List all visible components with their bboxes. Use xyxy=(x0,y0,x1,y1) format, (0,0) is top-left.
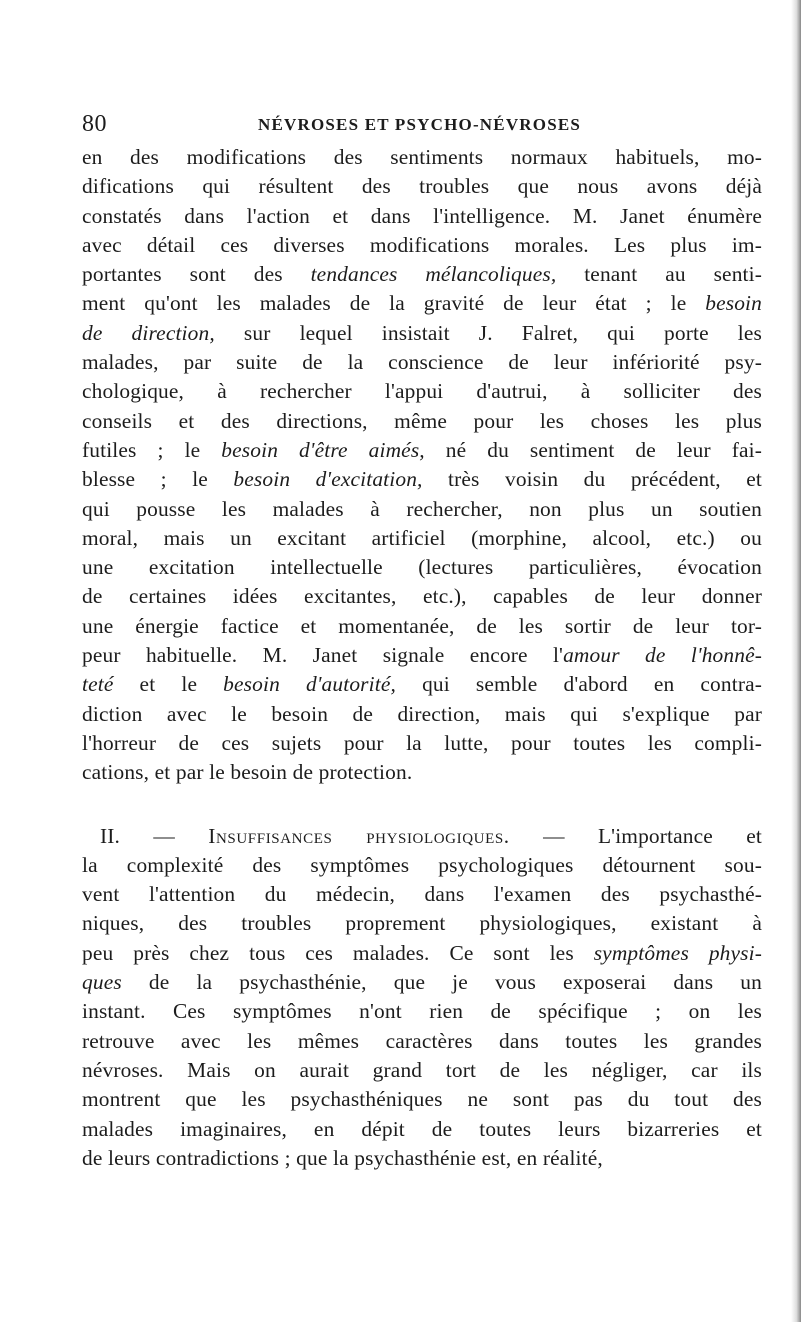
text-line: niques, des troubles proprement physiologiques, existant à xyxy=(82,911,762,936)
text-line: portantes sont des tendances mélancoliques, tenant au senti- xyxy=(82,262,763,287)
text-line: avec détail ces diverses modifications morales. Les plus im- xyxy=(82,232,762,257)
text-line: une excitation intellectuelle (lectures particulières, évocation xyxy=(82,555,762,580)
text-line: constatés dans l'action et dans l'intelligence. M. Janet énumère xyxy=(82,203,762,228)
text-line: difications qui résultent des troubles que nous avons déjà xyxy=(82,174,762,199)
text-line: de certaines idées excitantes, etc.), capables de leur donner xyxy=(82,584,762,609)
text-line: qui pousse les malades à rechercher, non plus un soutien xyxy=(82,496,762,521)
text-line: vent l'attention du médecin, dans l'examen des psychasthé- xyxy=(82,882,762,907)
italic-phrase: besoin d'autorité, xyxy=(223,672,396,697)
paragraph-gap xyxy=(82,788,762,822)
section-heading: Insuffisances physiologiques. xyxy=(208,823,510,848)
text-line: névroses. Mais on aurait grand tort de les négliger, car ils xyxy=(82,1057,762,1082)
italic-phrase: besoin d'excitation, xyxy=(233,467,423,492)
text-line: montrent que les psychasthéniques ne sont pas du tout des xyxy=(82,1087,762,1112)
page-number: 80 xyxy=(82,111,107,137)
text-line: diction avec le besoin de direction, mais qui s'explique par xyxy=(82,701,762,726)
text-line: l'horreur de ces sujets pour la lutte, pour toutes les compli- xyxy=(82,730,762,755)
italic-phrase: besoin d'être aimés, xyxy=(221,437,425,462)
text-line: cations, et par le besoin de protection. xyxy=(82,760,413,785)
body-text xyxy=(82,143,762,1173)
text-line: ques de la psychasthénie, que je vous exposerai dans un xyxy=(82,970,762,995)
italic-phrase: tendances mélancoliques, xyxy=(310,262,557,287)
italic-phrase: symptômes physi- xyxy=(593,940,763,965)
text-line: peur habituelle. M. Janet signale encore l'amour de l'honnê- xyxy=(82,643,762,668)
paragraph-2 xyxy=(82,822,762,1174)
text-line: ment qu'ont les malades de la gravité de leur état ; le besoin xyxy=(82,291,762,316)
text-line: de leurs contradictions ; que la psychasthénie est, en réalité, xyxy=(82,1145,603,1170)
text-line: malades, par suite de la conscience de leur infériorité psy- xyxy=(82,350,762,375)
text-line: teté et le besoin d'autorité, qui semble d'abord en contra- xyxy=(82,672,763,697)
text-line: la complexité des symptômes psychologiques détournent sou- xyxy=(82,852,762,877)
text-line: instant. Ces symptômes n'ont rien de spécifique ; on les xyxy=(82,999,762,1024)
text-line: en des modifications des sentiments normaux habituels, mo- xyxy=(82,145,762,169)
running-head xyxy=(82,109,762,139)
italic-phrase: de direction, xyxy=(82,320,215,345)
text-line: retrouve avec les mêmes caractères dans toutes les grandes xyxy=(82,1028,762,1053)
text-line: II. — Insuffisances physiologiques. — L'importance et xyxy=(100,823,762,848)
running-title: NÉVROSES ET PSYCHO-NÉVROSES xyxy=(258,115,582,134)
text-line: peu près chez tous ces malades. Ce sont les symptômes physi- xyxy=(82,940,763,965)
italic-phrase: ques xyxy=(82,970,122,995)
text-line: conseils et des directions, même pour les choses les plus xyxy=(82,408,762,433)
paragraph-1 xyxy=(82,143,762,788)
text-line: une énergie factice et momentanée, de les sortir de leur tor- xyxy=(82,613,762,638)
italic-phrase: amour de l'honnê- xyxy=(563,643,762,668)
text-line: de direction, sur lequel insistait J. Falret, qui porte les xyxy=(82,320,762,345)
text-line: moral, mais un excitant artificiel (morphine, alcool, etc.) ou xyxy=(82,525,762,550)
text-line: blesse ; le besoin d'excitation, très voisin du précédent, et xyxy=(82,467,763,492)
text-line: malades imaginaires, en dépit de toutes leurs bizarreries et xyxy=(82,1116,762,1141)
text-line: chologique, à rechercher l'appui d'autrui, à solliciter des xyxy=(82,379,762,404)
text-line: futiles ; le besoin d'être aimés, né du sentiment de leur fai- xyxy=(82,437,763,462)
italic-phrase: besoin xyxy=(705,291,762,316)
italic-phrase: teté xyxy=(82,672,114,697)
page-edge-shadow xyxy=(791,0,801,1322)
